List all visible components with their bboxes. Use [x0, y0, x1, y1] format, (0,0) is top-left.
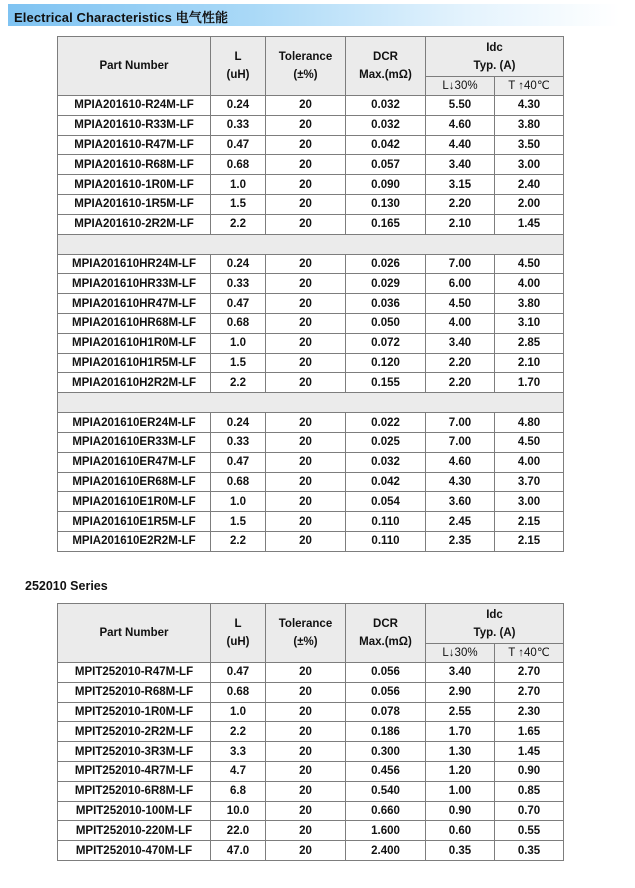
cell-idc-l30: 0.90 [426, 801, 495, 821]
cell-part-number: MPIA201610-R24M-LF [58, 96, 211, 116]
col-idc [426, 604, 564, 644]
col-idc-label: Idc [486, 608, 503, 621]
cell-dcr: 0.032 [346, 115, 426, 135]
cell-part-number: MPIA201610-R68M-LF [58, 155, 211, 175]
cell-idc-l30: 2.20 [426, 194, 495, 214]
cell-idc-l30: 2.20 [426, 373, 495, 393]
cell-dcr: 0.660 [346, 801, 426, 821]
cell-tolerance: 20 [266, 373, 346, 393]
spec-table-252010 [57, 603, 564, 861]
cell-part-number: MPIA201610-R33M-LF [58, 115, 211, 135]
cell-idc-l30: 1.70 [426, 722, 495, 742]
cell-inductance: 0.33 [211, 115, 266, 135]
cell-idc-l30: 1.00 [426, 781, 495, 801]
section-title: Electrical Characteristics 电气性能 [14, 10, 229, 25]
cell-idc-l30: 2.20 [426, 353, 495, 373]
cell-dcr: 0.110 [346, 531, 426, 551]
cell-dcr: 0.025 [346, 432, 426, 452]
table-row [58, 452, 564, 472]
cell-idc-t40: 2.15 [495, 512, 564, 532]
cell-part-number: MPIT252010-2R2M-LF [58, 722, 211, 742]
cell-tolerance: 20 [266, 682, 346, 702]
cell-inductance: 47.0 [211, 841, 266, 861]
cell-tolerance: 20 [266, 492, 346, 512]
cell-idc-t40: 0.55 [495, 821, 564, 841]
cell-part-number: MPIA201610HR24M-LF [58, 254, 211, 274]
section-banner [8, 4, 620, 26]
cell-inductance: 0.47 [211, 452, 266, 472]
cell-idc-t40: 4.50 [495, 254, 564, 274]
cell-tolerance: 20 [266, 155, 346, 175]
cell-inductance: 6.8 [211, 781, 266, 801]
table-row [58, 254, 564, 274]
cell-inductance: 1.0 [211, 492, 266, 512]
cell-tolerance: 20 [266, 175, 346, 195]
cell-tolerance: 20 [266, 841, 346, 861]
col-idc [426, 37, 564, 77]
table-row [58, 472, 564, 492]
table-row [58, 96, 564, 116]
cell-dcr: 0.050 [346, 313, 426, 333]
cell-part-number: MPIA201610E1R5M-LF [58, 512, 211, 532]
cell-idc-t40: 4.30 [495, 96, 564, 116]
cell-inductance: 0.33 [211, 274, 266, 294]
cell-tolerance: 20 [266, 702, 346, 722]
cell-idc-t40: 4.00 [495, 452, 564, 472]
cell-inductance: 0.47 [211, 663, 266, 683]
cell-inductance: 10.0 [211, 801, 266, 821]
cell-inductance: 1.0 [211, 175, 266, 195]
cell-idc-t40: 3.10 [495, 313, 564, 333]
cell-inductance: 2.2 [211, 214, 266, 234]
cell-idc-l30: 6.00 [426, 274, 495, 294]
cell-idc-t40: 3.00 [495, 492, 564, 512]
cell-idc-t40: 2.30 [495, 702, 564, 722]
cell-tolerance: 20 [266, 761, 346, 781]
cell-part-number: MPIT252010-470M-LF [58, 841, 211, 861]
cell-idc-t40: 0.90 [495, 761, 564, 781]
cell-idc-l30: 3.60 [426, 492, 495, 512]
separator-cell [58, 234, 564, 254]
cell-part-number: MPIA201610H1R0M-LF [58, 333, 211, 353]
cell-tolerance: 20 [266, 254, 346, 274]
cell-inductance: 0.24 [211, 254, 266, 274]
cell-dcr: 0.186 [346, 722, 426, 742]
cell-dcr: 0.110 [346, 512, 426, 532]
cell-tolerance: 20 [266, 821, 346, 841]
cell-idc-t40: 2.70 [495, 682, 564, 702]
cell-tolerance: 20 [266, 512, 346, 532]
table-row [58, 214, 564, 234]
table-row [58, 781, 564, 801]
cell-idc-l30: 3.40 [426, 155, 495, 175]
col-dcr-unit: Max.(mΩ) [359, 636, 412, 648]
cell-idc-t40: 0.35 [495, 841, 564, 861]
cell-part-number: MPIA201610-1R5M-LF [58, 194, 211, 214]
cell-tolerance: 20 [266, 333, 346, 353]
cell-inductance: 0.68 [211, 313, 266, 333]
cell-inductance: 1.5 [211, 512, 266, 532]
cell-idc-t40: 2.85 [495, 333, 564, 353]
group-separator [58, 234, 564, 254]
cell-part-number: MPIT252010-1R0M-LF [58, 702, 211, 722]
cell-inductance: 0.68 [211, 472, 266, 492]
separator-cell [58, 393, 564, 413]
table-row [58, 531, 564, 551]
cell-dcr: 0.456 [346, 761, 426, 781]
table-row [58, 313, 564, 333]
cell-idc-l30: 1.30 [426, 742, 495, 762]
cell-dcr: 0.022 [346, 413, 426, 433]
cell-tolerance: 20 [266, 294, 346, 314]
cell-idc-l30: 2.45 [426, 512, 495, 532]
cell-inductance: 2.2 [211, 531, 266, 551]
cell-idc-l30: 4.60 [426, 115, 495, 135]
col-dcr-label: DCR [373, 51, 398, 63]
cell-idc-l30: 3.15 [426, 175, 495, 195]
cell-dcr: 1.600 [346, 821, 426, 841]
col-dcr [346, 604, 426, 663]
col-tolerance-unit: (±%) [293, 69, 318, 81]
table-row [58, 413, 564, 433]
cell-inductance: 1.5 [211, 194, 266, 214]
cell-idc-t40: 2.70 [495, 663, 564, 683]
cell-idc-t40: 3.80 [495, 115, 564, 135]
cell-tolerance: 20 [266, 135, 346, 155]
cell-idc-l30: 2.35 [426, 531, 495, 551]
cell-part-number: MPIA201610ER47M-LF [58, 452, 211, 472]
col-inductance [211, 37, 266, 96]
col-tolerance [266, 37, 346, 96]
cell-idc-l30: 4.00 [426, 313, 495, 333]
table-row [58, 492, 564, 512]
col-idc-unit: Typ. (A) [473, 59, 516, 72]
cell-inductance: 0.68 [211, 682, 266, 702]
cell-dcr: 0.072 [346, 333, 426, 353]
cell-dcr: 0.054 [346, 492, 426, 512]
cell-idc-l30: 4.40 [426, 135, 495, 155]
cell-part-number: MPIA201610H2R2M-LF [58, 373, 211, 393]
cell-tolerance: 20 [266, 531, 346, 551]
cell-part-number: MPIA201610ER68M-LF [58, 472, 211, 492]
cell-dcr: 0.057 [346, 155, 426, 175]
cell-dcr: 0.042 [346, 472, 426, 492]
cell-idc-t40: 3.00 [495, 155, 564, 175]
cell-idc-t40: 0.70 [495, 801, 564, 821]
table-row [58, 155, 564, 175]
cell-inductance: 22.0 [211, 821, 266, 841]
cell-part-number: MPIA201610ER33M-LF [58, 432, 211, 452]
cell-tolerance: 20 [266, 413, 346, 433]
cell-tolerance: 20 [266, 353, 346, 373]
cell-idc-t40: 2.00 [495, 194, 564, 214]
cell-dcr: 0.090 [346, 175, 426, 195]
spec-table-201610 [57, 36, 564, 552]
cell-inductance: 0.24 [211, 96, 266, 116]
cell-tolerance: 20 [266, 452, 346, 472]
cell-dcr: 0.036 [346, 294, 426, 314]
cell-idc-t40: 1.45 [495, 742, 564, 762]
cell-dcr: 0.042 [346, 135, 426, 155]
cell-part-number: MPIT252010-R68M-LF [58, 682, 211, 702]
cell-idc-l30: 3.40 [426, 663, 495, 683]
cell-part-number: MPIA201610-R47M-LF [58, 135, 211, 155]
col-tolerance-label: Tolerance [278, 51, 333, 63]
cell-idc-l30: 1.20 [426, 761, 495, 781]
col-inductance-unit: (uH) [226, 69, 250, 81]
table-body [58, 96, 564, 552]
cell-tolerance: 20 [266, 115, 346, 135]
cell-part-number: MPIT252010-100M-LF [58, 801, 211, 821]
cell-part-number: MPIA201610HR33M-LF [58, 274, 211, 294]
cell-tolerance: 20 [266, 214, 346, 234]
cell-tolerance: 20 [266, 472, 346, 492]
table-row [58, 432, 564, 452]
col-inductance-unit: (uH) [226, 636, 250, 648]
cell-part-number: MPIA201610HR68M-LF [58, 313, 211, 333]
cell-tolerance: 20 [266, 432, 346, 452]
cell-part-number: MPIT252010-6R8M-LF [58, 781, 211, 801]
cell-part-number: MPIA201610ER24M-LF [58, 413, 211, 433]
cell-tolerance: 20 [266, 274, 346, 294]
cell-dcr: 0.032 [346, 452, 426, 472]
table-row [58, 821, 564, 841]
cell-idc-l30: 4.60 [426, 452, 495, 472]
col-inductance [211, 604, 266, 663]
cell-idc-t40: 3.80 [495, 294, 564, 314]
cell-idc-l30: 3.40 [426, 333, 495, 353]
table-row [58, 663, 564, 683]
cell-part-number: MPIT252010-220M-LF [58, 821, 211, 841]
table-row [58, 512, 564, 532]
cell-dcr: 0.155 [346, 373, 426, 393]
col-idc-t40: T ↑40℃ [495, 77, 564, 96]
cell-dcr: 0.540 [346, 781, 426, 801]
table-row [58, 373, 564, 393]
col-idc-l30: L↓30% [426, 77, 495, 96]
series-title-252010: 252010 Series [25, 579, 108, 593]
col-idc-l30: L↓30% [426, 644, 495, 663]
cell-inductance: 0.47 [211, 294, 266, 314]
cell-idc-t40: 4.50 [495, 432, 564, 452]
col-part-number: Part Number [58, 37, 211, 96]
cell-inductance: 0.33 [211, 432, 266, 452]
cell-dcr: 0.078 [346, 702, 426, 722]
col-part-number: Part Number [58, 604, 211, 663]
cell-idc-t40: 1.70 [495, 373, 564, 393]
cell-idc-t40: 4.80 [495, 413, 564, 433]
cell-idc-l30: 2.90 [426, 682, 495, 702]
col-dcr [346, 37, 426, 96]
table-row [58, 353, 564, 373]
cell-inductance: 0.24 [211, 413, 266, 433]
table-row [58, 115, 564, 135]
cell-idc-l30: 4.30 [426, 472, 495, 492]
cell-part-number: MPIA201610E1R0M-LF [58, 492, 211, 512]
col-tolerance [266, 604, 346, 663]
table-row [58, 274, 564, 294]
table-row [58, 135, 564, 155]
table-row [58, 294, 564, 314]
cell-tolerance: 20 [266, 663, 346, 683]
cell-tolerance: 20 [266, 194, 346, 214]
col-tolerance-label: Tolerance [278, 618, 333, 630]
cell-idc-t40: 0.85 [495, 781, 564, 801]
cell-idc-t40: 2.40 [495, 175, 564, 195]
cell-part-number: MPIA201610HR47M-LF [58, 294, 211, 314]
table-row [58, 722, 564, 742]
cell-tolerance: 20 [266, 722, 346, 742]
cell-dcr: 0.056 [346, 682, 426, 702]
col-idc-unit: Typ. (A) [473, 626, 516, 639]
cell-dcr: 0.026 [346, 254, 426, 274]
cell-idc-l30: 4.50 [426, 294, 495, 314]
cell-idc-t40: 2.15 [495, 531, 564, 551]
cell-idc-l30: 2.10 [426, 214, 495, 234]
table-row [58, 333, 564, 353]
table-row [58, 175, 564, 195]
cell-dcr: 0.300 [346, 742, 426, 762]
cell-dcr: 0.165 [346, 214, 426, 234]
cell-part-number: MPIA201610-2R2M-LF [58, 214, 211, 234]
cell-tolerance: 20 [266, 742, 346, 762]
table-row [58, 801, 564, 821]
cell-tolerance: 20 [266, 801, 346, 821]
table-row [58, 761, 564, 781]
cell-inductance: 1.0 [211, 702, 266, 722]
cell-inductance: 3.3 [211, 742, 266, 762]
cell-part-number: MPIT252010-R47M-LF [58, 663, 211, 683]
cell-tolerance: 20 [266, 313, 346, 333]
cell-inductance: 1.5 [211, 353, 266, 373]
table-row [58, 194, 564, 214]
cell-idc-t40: 1.45 [495, 214, 564, 234]
cell-idc-t40: 4.00 [495, 274, 564, 294]
cell-part-number: MPIA201610-1R0M-LF [58, 175, 211, 195]
cell-idc-l30: 0.35 [426, 841, 495, 861]
cell-idc-t40: 3.50 [495, 135, 564, 155]
table-row [58, 841, 564, 861]
cell-part-number: MPIA201610H1R5M-LF [58, 353, 211, 373]
table-row [58, 742, 564, 762]
col-inductance-label: L [234, 618, 242, 630]
cell-dcr: 0.130 [346, 194, 426, 214]
cell-part-number: MPIA201610E2R2M-LF [58, 531, 211, 551]
cell-dcr: 2.400 [346, 841, 426, 861]
cell-inductance: 4.7 [211, 761, 266, 781]
cell-tolerance: 20 [266, 96, 346, 116]
col-idc-t40: T ↑40℃ [495, 644, 564, 663]
cell-part-number: MPIT252010-3R3M-LF [58, 742, 211, 762]
cell-tolerance: 20 [266, 781, 346, 801]
cell-inductance: 1.0 [211, 333, 266, 353]
cell-idc-l30: 7.00 [426, 432, 495, 452]
table-row [58, 682, 564, 702]
col-idc-label: Idc [486, 41, 503, 54]
cell-dcr: 0.029 [346, 274, 426, 294]
group-separator [58, 393, 564, 413]
cell-idc-t40: 1.65 [495, 722, 564, 742]
cell-idc-t40: 2.10 [495, 353, 564, 373]
cell-dcr: 0.056 [346, 663, 426, 683]
cell-inductance: 2.2 [211, 373, 266, 393]
cell-inductance: 0.47 [211, 135, 266, 155]
cell-idc-l30: 5.50 [426, 96, 495, 116]
cell-idc-t40: 3.70 [495, 472, 564, 492]
col-dcr-unit: Max.(mΩ) [359, 69, 412, 81]
cell-dcr: 0.032 [346, 96, 426, 116]
col-tolerance-unit: (±%) [293, 636, 318, 648]
col-inductance-label: L [234, 51, 242, 63]
table-row [58, 702, 564, 722]
cell-inductance: 2.2 [211, 722, 266, 742]
col-dcr-label: DCR [373, 618, 398, 630]
table-body [58, 663, 564, 861]
cell-idc-l30: 0.60 [426, 821, 495, 841]
cell-idc-l30: 7.00 [426, 254, 495, 274]
cell-part-number: MPIT252010-4R7M-LF [58, 761, 211, 781]
cell-idc-l30: 7.00 [426, 413, 495, 433]
cell-idc-l30: 2.55 [426, 702, 495, 722]
cell-inductance: 0.68 [211, 155, 266, 175]
cell-dcr: 0.120 [346, 353, 426, 373]
